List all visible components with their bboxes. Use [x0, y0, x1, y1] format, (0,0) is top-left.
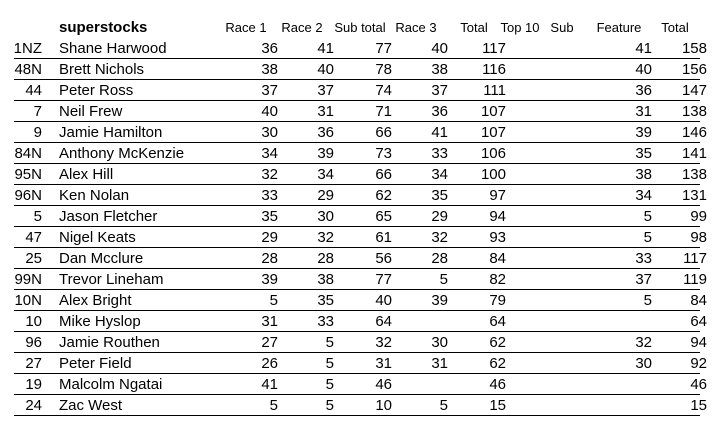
race2-points: 38: [317, 271, 334, 288]
subtotal-points: 64: [375, 313, 392, 330]
total-2-points: 147: [681, 82, 707, 99]
total-1-points: 97: [489, 187, 506, 204]
total-1-points: 62: [489, 355, 506, 372]
total-2-points: 141: [681, 145, 707, 162]
race3-points: 41: [431, 124, 448, 141]
subtotal-points: 78: [375, 61, 392, 78]
table-row: [14, 269, 707, 290]
race1-points: 41: [261, 376, 278, 393]
driver-name: Malcolm Ngatai: [59, 376, 163, 393]
race3-points: 40: [431, 40, 448, 57]
driver-name: Peter Ross: [59, 82, 134, 99]
feature-points: 40: [635, 61, 652, 78]
race2-points: 5: [325, 334, 334, 351]
car-number: 99N: [14, 271, 42, 288]
table-title: superstocks: [59, 19, 148, 36]
feature-points: 35: [635, 145, 652, 162]
car-number: 27: [25, 355, 42, 372]
race3-points: 38: [431, 61, 448, 78]
feature-points: 39: [635, 124, 652, 141]
race2-points: 34: [317, 166, 334, 183]
total-2-points: 98: [690, 229, 707, 246]
race1-points: 27: [261, 334, 278, 351]
race3-points: 34: [431, 166, 448, 183]
total-1-points: 64: [489, 313, 506, 330]
subtotal-points: 46: [375, 376, 392, 393]
table-row: [14, 101, 707, 122]
total-2-points: 146: [681, 124, 707, 141]
subtotal-points: 10: [375, 397, 392, 414]
feature-points: 34: [635, 187, 652, 204]
race3-points: 31: [431, 355, 448, 372]
table-row: [14, 353, 707, 374]
driver-name: Peter Field: [59, 355, 132, 372]
race1-points: 26: [261, 355, 278, 372]
header-race1: Race 1: [225, 20, 267, 35]
race3-points: 35: [431, 187, 448, 204]
race2-points: 32: [317, 229, 334, 246]
subtotal-points: 56: [375, 250, 392, 267]
race1-points: 5: [269, 397, 278, 414]
header-race2: Race 2: [281, 20, 323, 35]
total-1-points: 94: [489, 208, 506, 225]
table-row: [14, 206, 707, 227]
race2-points: 37: [317, 82, 334, 99]
driver-name: Jamie Routhen: [59, 334, 160, 351]
subtotal-points: 66: [375, 166, 392, 183]
table-row: [14, 143, 707, 164]
race3-points: 28: [431, 250, 448, 267]
total-2-points: 15: [690, 397, 707, 414]
driver-name: Jason Fletcher: [59, 208, 158, 225]
total-1-points: 46: [489, 376, 506, 393]
driver-name: Nigel Keats: [59, 229, 136, 246]
feature-points: 41: [635, 40, 652, 57]
race1-points: 38: [261, 61, 278, 78]
subtotal-points: 61: [375, 229, 392, 246]
subtotal-points: 74: [375, 82, 392, 99]
table-row: [14, 311, 707, 332]
car-number: 7: [33, 103, 42, 120]
race2-points: 39: [317, 145, 334, 162]
driver-name: Trevor Lineham: [59, 271, 164, 288]
car-number: 96: [25, 334, 42, 351]
table-row: [14, 164, 707, 185]
car-number: 1NZ: [13, 40, 42, 57]
total-1-points: 117: [482, 40, 506, 57]
car-number: 44: [25, 82, 42, 99]
race3-points: 37: [431, 82, 448, 99]
race1-points: 33: [261, 187, 278, 204]
race3-points: 30: [431, 334, 448, 351]
feature-points: 37: [635, 271, 652, 288]
header-total-2: Total: [661, 20, 689, 35]
table-row: [14, 374, 707, 395]
driver-name: Brett Nichols: [59, 61, 145, 78]
driver-name: Shane Harwood: [59, 40, 167, 57]
driver-name: Alex Bright: [59, 292, 132, 309]
subtotal-points: 77: [375, 271, 392, 288]
driver-name: Zac West: [59, 397, 123, 414]
car-number: 10N: [14, 292, 42, 309]
race2-points: 5: [325, 397, 334, 414]
race2-points: 36: [317, 124, 334, 141]
header-row: [0, 17, 721, 38]
total-2-points: 117: [683, 250, 707, 267]
race1-points: 36: [261, 40, 278, 57]
header-sub: Sub: [550, 20, 574, 35]
feature-points: 5: [643, 292, 652, 309]
total-2-points: 131: [681, 187, 707, 204]
race2-points: 40: [317, 61, 334, 78]
header-subtotal: Sub total: [334, 20, 386, 35]
driver-name: Neil Frew: [59, 103, 123, 120]
total-1-points: 15: [489, 397, 506, 414]
total-2-points: 138: [681, 166, 707, 183]
car-number: 95N: [14, 166, 42, 183]
car-number: 10: [25, 313, 42, 330]
race1-points: 39: [261, 271, 278, 288]
race3-points: 29: [431, 208, 448, 225]
race3-points: 32: [431, 229, 448, 246]
race3-points: [384, 374, 448, 395]
car-number: 5: [33, 208, 42, 225]
total-2-points: 99: [690, 208, 707, 225]
subtotal-points: 31: [375, 355, 392, 372]
total-2-points: 84: [690, 292, 707, 309]
driver-name: Dan Mcclure: [59, 250, 144, 267]
car-number: 19: [25, 376, 42, 393]
total-2-points: 119: [683, 271, 707, 288]
race1-points: 5: [269, 292, 278, 309]
total-1-points: 82: [489, 271, 506, 288]
race2-points: 5: [325, 355, 334, 372]
subtotal-points: 40: [375, 292, 392, 309]
total-1-points: 62: [489, 334, 506, 351]
header-total-1: Total: [460, 20, 488, 35]
table-row: [14, 122, 707, 143]
driver-name: Mike Hyslop: [59, 313, 141, 330]
subtotal-points: 62: [375, 187, 392, 204]
table-row: [14, 80, 707, 101]
car-number: 47: [25, 229, 42, 246]
total-2-points: 138: [681, 103, 707, 120]
feature-points: 30: [635, 355, 652, 372]
race2-points: 29: [317, 187, 334, 204]
race3-points: [384, 311, 448, 332]
race1-points: 37: [261, 82, 278, 99]
feature-points: 32: [635, 334, 652, 351]
table-row: [14, 248, 707, 269]
race1-points: 29: [261, 229, 278, 246]
table-row: [14, 185, 707, 206]
feature-points: 38: [635, 166, 652, 183]
total-1-points: 100: [480, 166, 506, 183]
car-number: 24: [25, 397, 42, 414]
race2-points: 5: [325, 376, 334, 393]
car-number: 84N: [14, 145, 42, 162]
car-number: 25: [25, 250, 42, 267]
race1-points: 34: [261, 145, 278, 162]
total-2-points: 64: [690, 313, 707, 330]
race2-points: 31: [317, 103, 334, 120]
race1-points: 28: [261, 250, 278, 267]
race2-points: 30: [317, 208, 334, 225]
results-table: [0, 17, 721, 416]
race3-points: 36: [431, 103, 448, 120]
driver-name: Anthony McKenzie: [59, 145, 185, 162]
feature-points: 36: [635, 82, 652, 99]
race1-points: 31: [261, 313, 278, 330]
table-row: [14, 59, 707, 80]
header-race3: Race 3: [395, 20, 437, 35]
total-1-points: 106: [480, 145, 506, 162]
race2-points: 41: [317, 40, 334, 57]
total-2-points: 156: [681, 61, 707, 78]
total-1-points: 84: [489, 250, 506, 267]
total-2-points: 46: [690, 376, 707, 393]
subtotal-points: 66: [375, 124, 392, 141]
header-feature: Feature: [596, 20, 642, 35]
table-row: [14, 227, 707, 248]
car-number: 9: [33, 124, 42, 141]
race1-points: 35: [261, 208, 278, 225]
driver-name: Jamie Hamilton: [59, 124, 163, 141]
subtotal-points: 77: [375, 40, 392, 57]
race1-points: 30: [261, 124, 278, 141]
total-2-points: 92: [690, 355, 707, 372]
race2-points: 28: [317, 250, 334, 267]
total-2-points: 94: [690, 334, 707, 351]
subtotal-points: 65: [375, 208, 392, 225]
car-number: 48N: [14, 61, 42, 78]
race3-points: 5: [439, 397, 448, 414]
subtotal-points: 73: [375, 145, 392, 162]
feature-points: 31: [635, 103, 652, 120]
race2-points: 35: [317, 292, 334, 309]
feature-points: 5: [643, 208, 652, 225]
race3-points: 5: [439, 271, 448, 288]
subtotal-points: 32: [375, 334, 392, 351]
total-2-points: 158: [681, 40, 707, 57]
table-row: [14, 332, 707, 353]
race1-points: 32: [261, 166, 278, 183]
total-1-points: 111: [483, 82, 506, 99]
table-row: [13, 38, 707, 59]
subtotal-points: 71: [375, 103, 392, 120]
total-1-points: 79: [489, 292, 506, 309]
car-number: 96N: [14, 187, 42, 204]
table-body: [0, 38, 721, 416]
feature-points: 33: [635, 250, 652, 267]
race3-points: 39: [431, 292, 448, 309]
feature-points: 5: [643, 229, 652, 246]
driver-name: Ken Nolan: [59, 187, 130, 204]
header-top10: Top 10: [500, 20, 540, 35]
table-row: [14, 395, 707, 416]
total-1-points: 107: [480, 103, 506, 120]
driver-name: Alex Hill: [59, 166, 114, 183]
total-1-points: 116: [482, 61, 506, 78]
race3-points: 33: [431, 145, 448, 162]
race1-points: 40: [261, 103, 278, 120]
race2-points: 33: [317, 313, 334, 330]
total-1-points: 93: [489, 229, 506, 246]
table-row: [14, 290, 707, 311]
total-1-points: 107: [480, 124, 506, 141]
